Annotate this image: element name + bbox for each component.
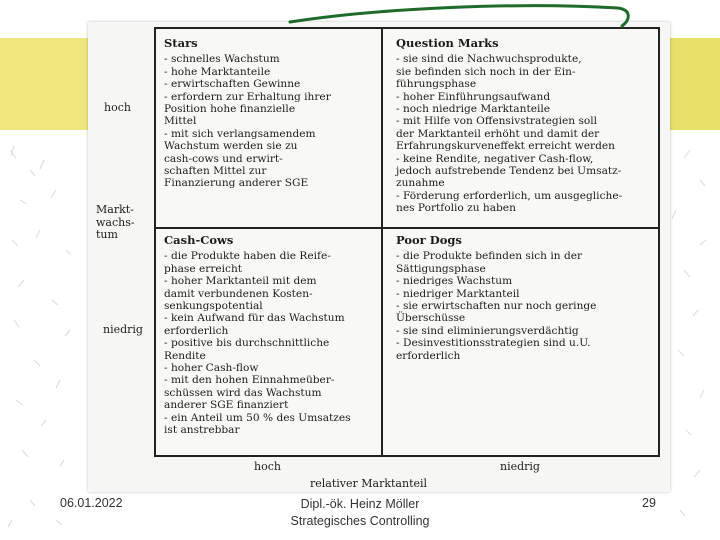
page-number: 29 bbox=[642, 496, 656, 510]
quadrant-bullet-line: - positive bis durchschnittliche bbox=[164, 337, 330, 350]
quadrant-bullet-line: Erfahrungskurveneffekt erreicht werden bbox=[396, 140, 615, 153]
quadrant-bullet-line: senkungspotential bbox=[164, 300, 263, 313]
quadrant-bullet-line: schaften Mittel zur bbox=[164, 165, 267, 178]
quadrant-bullet-line: - erwirtschaften Gewinne bbox=[164, 78, 301, 91]
quadrant-bullet-line: - mit sich verlangsamendem bbox=[164, 127, 316, 140]
quadrant-bullet-line: Mittel bbox=[164, 115, 197, 128]
quadrant-bullet-line: der Marktanteil erhöht und damit der bbox=[396, 127, 600, 140]
quadrant-bullet-line: - kein Aufwand für das Wachstum bbox=[164, 312, 345, 325]
quadrant-bullet-line: Rendite bbox=[164, 349, 206, 362]
quadrant-bullet-line: - noch niedrige Marktanteile bbox=[396, 103, 551, 116]
quadrant-title: Question Marks bbox=[396, 36, 499, 50]
quadrant-bullet-line: - hoher Marktanteil mit dem bbox=[164, 275, 317, 288]
quadrant-bullet-line: - niedriges Wachstum bbox=[396, 275, 513, 288]
matrix-horizontal-divider bbox=[154, 227, 660, 229]
quadrant-bullet-line: jedoch aufstrebende Tendenz bei Umsatz- bbox=[396, 165, 622, 178]
quadrant-bullet-line: - sie erwirtschaften nur noch geringe bbox=[396, 300, 597, 313]
quadrant-bullet-line: erforderlich bbox=[164, 324, 229, 337]
quadrant-bullet-line: - hoher Einführungsaufwand bbox=[396, 90, 551, 103]
quadrant-bullet-line: - ein Anteil um 50 % des Umsatzes bbox=[164, 411, 351, 424]
quadrant-bullet-line: erforderlich bbox=[396, 349, 461, 362]
x-axis-high-label: hoch bbox=[254, 460, 281, 473]
quadrant-bullet-line: - erfordern zur Erhaltung ihrer bbox=[164, 90, 331, 103]
quadrant-bullet-line: zunahme bbox=[396, 177, 445, 190]
y-axis-label-line: tum bbox=[96, 228, 118, 241]
quadrant-stars bbox=[164, 37, 331, 190]
accent-block bbox=[0, 38, 92, 130]
quadrant-bullet-line: - schnelles Wachstum bbox=[164, 53, 280, 66]
quadrant-cash-cows bbox=[164, 234, 351, 437]
quadrant-bullet-line: Sättigungsphase bbox=[396, 262, 486, 275]
quadrant-bullet-line: Position hohe finanzielle bbox=[164, 103, 296, 116]
quadrant-bullet-line: - hoher Cash-flow bbox=[164, 362, 259, 375]
quadrant-bullet-line: - hohe Marktanteile bbox=[164, 65, 271, 78]
quadrant-question-marks bbox=[396, 37, 622, 215]
y-axis-label-line: wachs- bbox=[96, 215, 135, 229]
quadrant-bullet-line: Überschüsse bbox=[396, 312, 466, 325]
y-axis-label bbox=[96, 204, 135, 242]
x-axis-low-label: niedrig bbox=[500, 460, 540, 473]
quadrant-bullet-line: nes Portfolio zu haben bbox=[396, 202, 516, 215]
footer-date: 06.01.2022 bbox=[60, 496, 123, 510]
y-axis-low-label: niedrig bbox=[103, 323, 143, 336]
quadrant-bullet-line: schüssen wird das Wachstum bbox=[164, 386, 322, 399]
quadrant-bullet-line: sie befinden sich noch in der Ein- bbox=[396, 65, 576, 78]
quadrant-title: Stars bbox=[164, 36, 198, 50]
quadrant-bullet-line: anderer SGE finanziert bbox=[164, 399, 289, 412]
quadrant-bullet-line: - Desinvestitionsstrategien sind u.U. bbox=[396, 337, 591, 350]
quadrant-bullet-line: - mit den hohen Einnahmeüber- bbox=[164, 374, 335, 387]
y-axis-high-label: hoch bbox=[104, 101, 131, 114]
quadrant-bullet-line: phase erreicht bbox=[164, 262, 243, 275]
quadrant-bullet-line: - Förderung erforderlich, um ausgegliche- bbox=[396, 189, 623, 202]
quadrant-bullet-line: Finanzierung anderer SGE bbox=[164, 177, 309, 190]
quadrant-poor-dogs bbox=[396, 234, 596, 362]
footer-center bbox=[260, 496, 460, 530]
quadrant-bullet-line: - sie sind die Nachwuchsprodukte, bbox=[396, 53, 582, 66]
quadrant-bullet-line: führungsphase bbox=[396, 78, 477, 91]
matrix-vertical-divider bbox=[381, 27, 383, 457]
quadrant-title: Poor Dogs bbox=[396, 233, 462, 247]
quadrant-bullet-line: damit verbundenen Kosten- bbox=[164, 287, 313, 300]
quadrant-bullet-line: Wachstum werden sie zu bbox=[164, 140, 298, 153]
quadrant-bullet-line: - die Produkte befinden sich in der bbox=[396, 250, 583, 263]
x-axis-label: relativer Marktanteil bbox=[310, 477, 428, 490]
quadrant-bullet-line: - keine Rendite, negativer Cash-flow, bbox=[396, 152, 594, 165]
y-axis-label-line: Markt- bbox=[96, 203, 134, 216]
quadrant-title: Cash-Cows bbox=[164, 233, 234, 247]
quadrant-bullet-line: cash-cows und erwirt- bbox=[164, 152, 283, 165]
footer-author: Dipl.-ök. Heinz Möller bbox=[300, 497, 420, 511]
quadrant-bullet-line: - die Produkte haben die Reife- bbox=[164, 250, 331, 263]
quadrant-bullet-line: - sie sind eliminierungsverdächtig bbox=[396, 324, 579, 337]
quadrant-bullet-line: - mit Hilfe von Offensivstrategien soll bbox=[396, 115, 598, 128]
quadrant-bullet-line: ist anstrebbar bbox=[164, 424, 240, 437]
footer-subtitle: Strategisches Controlling bbox=[290, 514, 430, 528]
quadrant-bullet-line: - niedriger Marktanteil bbox=[396, 287, 520, 300]
